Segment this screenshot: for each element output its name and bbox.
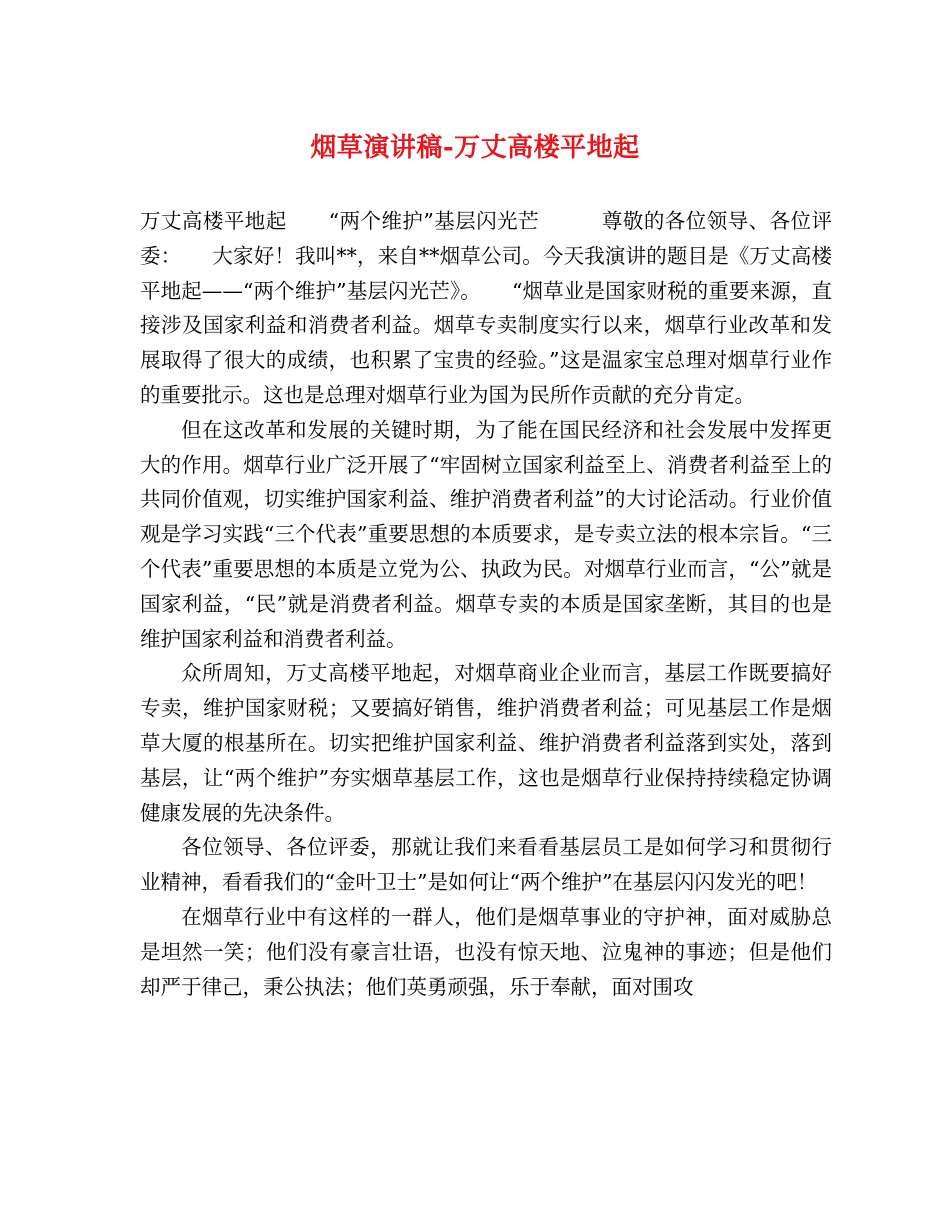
paragraph-3: 众所周知，万丈高楼平地起，对烟草商业企业而言，基层工作既要搞好专卖，维护国家财税；又要搞好销售，维护消费者利益；可见基层工作是烟草大厦的根基所在。切实把维护国家利益、维护消费者利益落到实处，落到基层，让“两个维护”夯实烟草基层工作，这也是烟草行业保持持续稳定协调健康发展的先决条件。	[140, 661, 832, 825]
paragraph-2: 但在这改革和发展的关键时期，为了能在国民经济和社会发展中发挥更大的作用。烟草行业广泛开展了“牢固树立国家利益至上、消费者利益至上的共同价值观，切实维护国家利益、维护消费者利益”的大讨论活动。行业价值观是学习实践“三个代表”重要思想的本质要求，是专卖立法的根本宗旨。“三个代表”重要思想的本质是立党为公、执政为民。对烟草行业而言，“公”就是国家利益，“民”就是消费者利益。烟草专卖的本质是国家垄断，其目的也是维护国家利益和消费者利益。	[140, 417, 832, 651]
paragraph-4: 各位领导、各位评委，那就让我们来看看基层员工是如何学习和贯彻行业精神，看看我们的“金叶卫士”是如何让“两个维护”在基层闪闪发光的吧！	[140, 835, 832, 895]
paragraph-5: 在烟草行业中有这样的一群人，他们是烟草事业的守护神，面对威胁总是坦然一笑；他们没有豪言壮语，也没有惊天地、泣鬼神的事迹；但是他们却严于律己，秉公执法；他们英勇顽强，乐于奉献，面对围攻	[140, 904, 832, 999]
document-body	[140, 204, 832, 1004]
document-title: 烟草演讲稿-万丈高楼平地起	[310, 133, 640, 163]
paragraph-1: 万丈高楼平地起 “两个维护”基层闪光芒 尊敬的各位领导、各位评委： 大家好！我叫**，来自**烟草公司。今天我演讲的题目是《万丈高楼平地起——“两个维护”基层闪光芒》。 “烟草业是国家财税的重要来源，直接涉及国家利益和消费者利益。烟草专卖制度实行以来，烟草行业改革和发展取得了很大的成绩，也积累了宝贵的经验。”这是温家宝总理对烟草行业作的重要批示。这也是总理对烟草行业为国为民所作贡献的充分肯定。	[140, 209, 832, 407]
